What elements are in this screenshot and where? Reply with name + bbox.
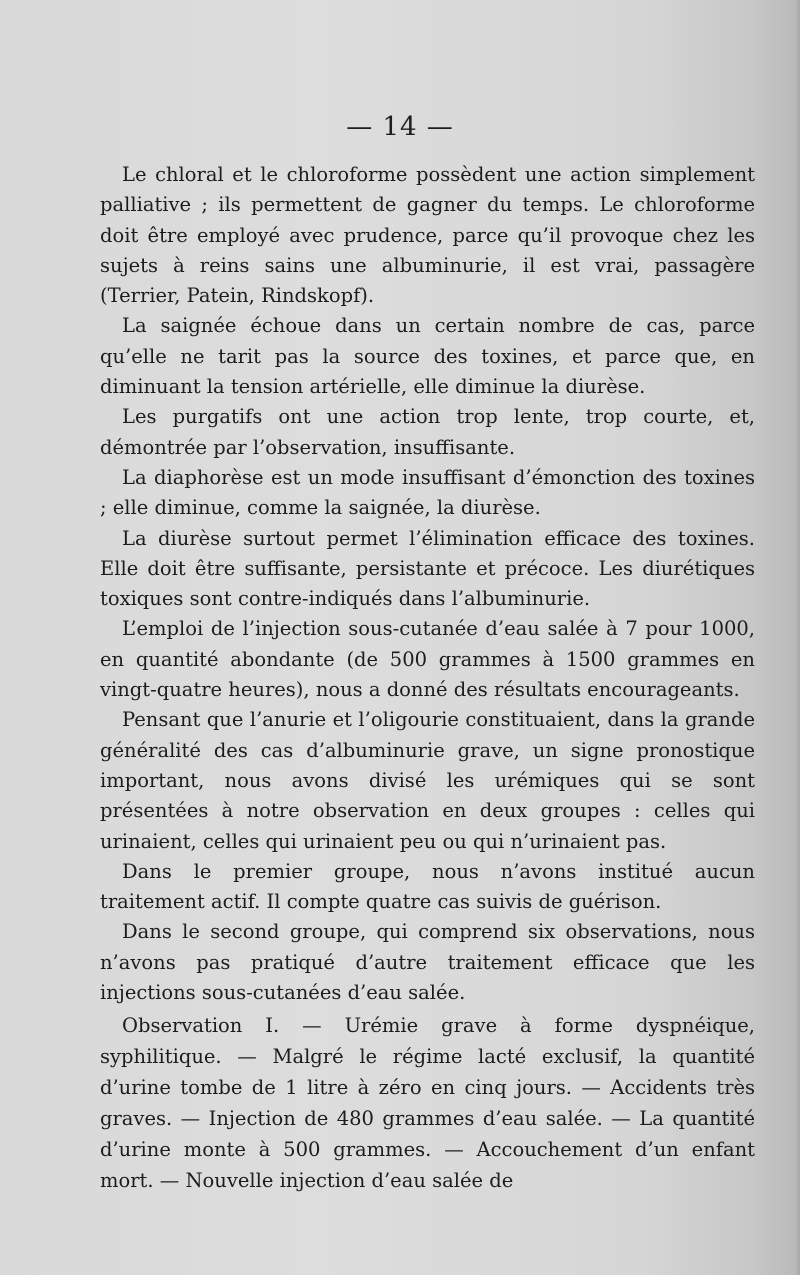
paragraph-second-groupe: Dans le second groupe, qui comprend six observations, nous n’avons pas pratiqué d’autre traitement efficace que les injections sous-cutanées d’eau salée. — [100, 920, 755, 1005]
body-text — [100, 160, 755, 1008]
paragraph-anurie: Pensant que l’anurie et l’oligourie constituaient, dans la grande généralité des cas d’albuminurie grave, un signe pronostique important, nous avons divisé les urémiques qui se sont présentées à notre observation en deux groupes : celles qui urinaient, celles qui urinaient peu ou qui n’urinaient pas. — [100, 708, 755, 853]
page-number: — 14 — — [346, 112, 454, 142]
paragraph-purgatifs: Les purgatifs ont une action trop lente, trop courte, et, démontrée par l’observation, insuffisante. — [100, 405, 755, 459]
observation-text: Observation I. — Urémie grave à forme dyspnéique, syphilitique. — Malgré le régime lacté exclusif, la quantité d’urine tombe de 1 litre à zéro en cinq jours. — Accidents très graves. — Injection de 480 grammes d’eau salée. — La quantité d’urine monte à 500 grammes. — Accouchement d’un enfant mort. — Nouvelle injection d’eau salée de — [100, 1014, 755, 1192]
page-edge-shadow — [794, 0, 800, 1275]
paragraph-injection: L’emploi de l’injection sous-cutanée d’eau salée à 7 pour 1000, en quantité abondante (de 500 grammes à 1500 grammes en vingt-quatre heures), nous a donné des résultats encourageants. — [100, 617, 755, 702]
paragraph-chloral: Le chloral et le chloroforme possèdent une action simplement palliative ; ils permettent de gagner du temps. Le chloroforme doit être employé avec prudence, parce qu’il provoque chez les sujets à reins sains une albuminurie, il est vrai, passagère (Terrier, Patein, Rindskopf). — [100, 163, 755, 308]
paragraph-diaphorese: La diaphorèse est un mode insuffisant d’émonction des toxines ; elle diminue, comme la saignée, la diurèse. — [100, 465, 755, 520]
paragraph-saignee: La saignée échoue dans un certain nombre de cas, parce qu’elle ne tarit pas la source des toxines, et parce que, en diminuant la tension artérielle, elle diminue la diurèse. — [100, 314, 755, 399]
observation-block — [100, 1010, 755, 1196]
paragraph-premier-groupe: Dans le premier groupe, nous n’avons institué aucun traitement actif. Il compte quatre cas suivis de guérison. — [100, 859, 755, 914]
paragraph-diurese: La diurèse surtout permet l’élimination efficace des toxines. Elle doit être suffisante, persistante et précoce. Les diurétiques toxiques sont contre-indiqués dans l’albuminurie. — [100, 526, 755, 611]
